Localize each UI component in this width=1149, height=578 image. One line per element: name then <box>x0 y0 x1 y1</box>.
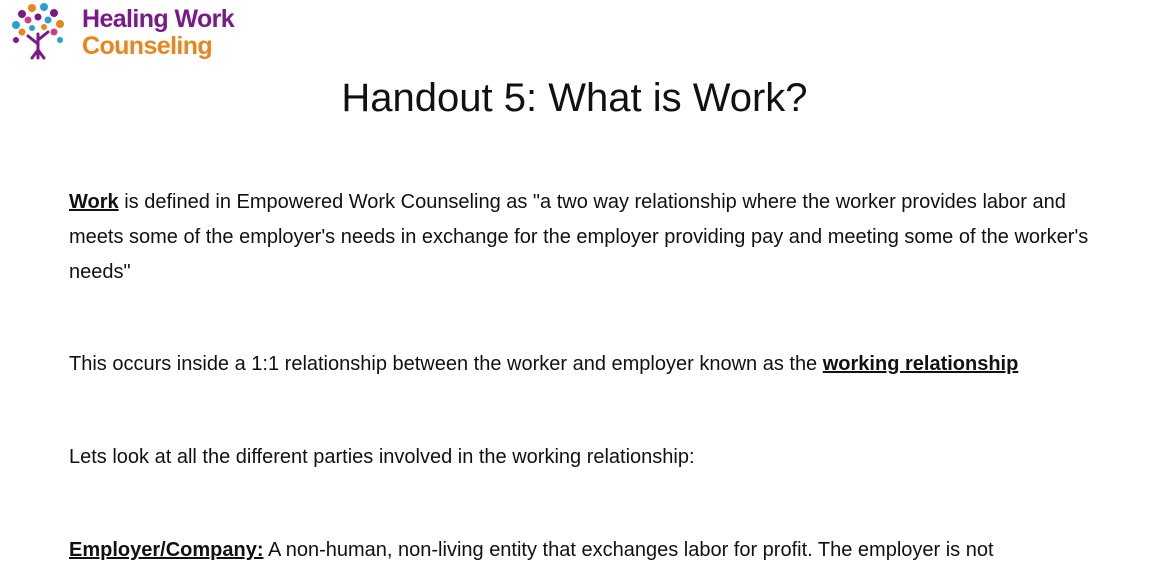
company-logo <box>8 0 238 62</box>
term-working-relationship: working relationship <box>822 353 1019 375</box>
page-title: Handout 5: What is Work? <box>341 76 808 120</box>
logo-wordmark <box>82 6 234 60</box>
work-definition-paragraph <box>69 185 1099 290</box>
work-definition-text: is defined in Empowered Work Counseling as "a two way relationship where the worker provides labor and meets some of the employer's needs in exchange for the employer providing pay and meeting some of the worker's needs" <box>69 191 1089 283</box>
term-employer-company: Employer/Company: <box>69 539 264 561</box>
employer-company-text: A non-human, non-living entity that exchanges labor for profit. The employer is not <box>263 539 994 561</box>
logo-line-2: Counseling <box>82 32 213 60</box>
working-relationship-paragraph <box>69 347 1099 382</box>
term-work: Work <box>69 191 119 213</box>
tree-logo-icon <box>8 0 72 62</box>
logo-line-1: Healing Work <box>82 5 235 33</box>
employer-company-paragraph <box>69 533 1099 568</box>
parties-intro-paragraph: Lets look at all the different parties involved in the working relationship: <box>69 446 695 468</box>
working-relationship-text: This occurs inside a 1:1 relationship between the worker and employer known as the <box>69 353 823 375</box>
